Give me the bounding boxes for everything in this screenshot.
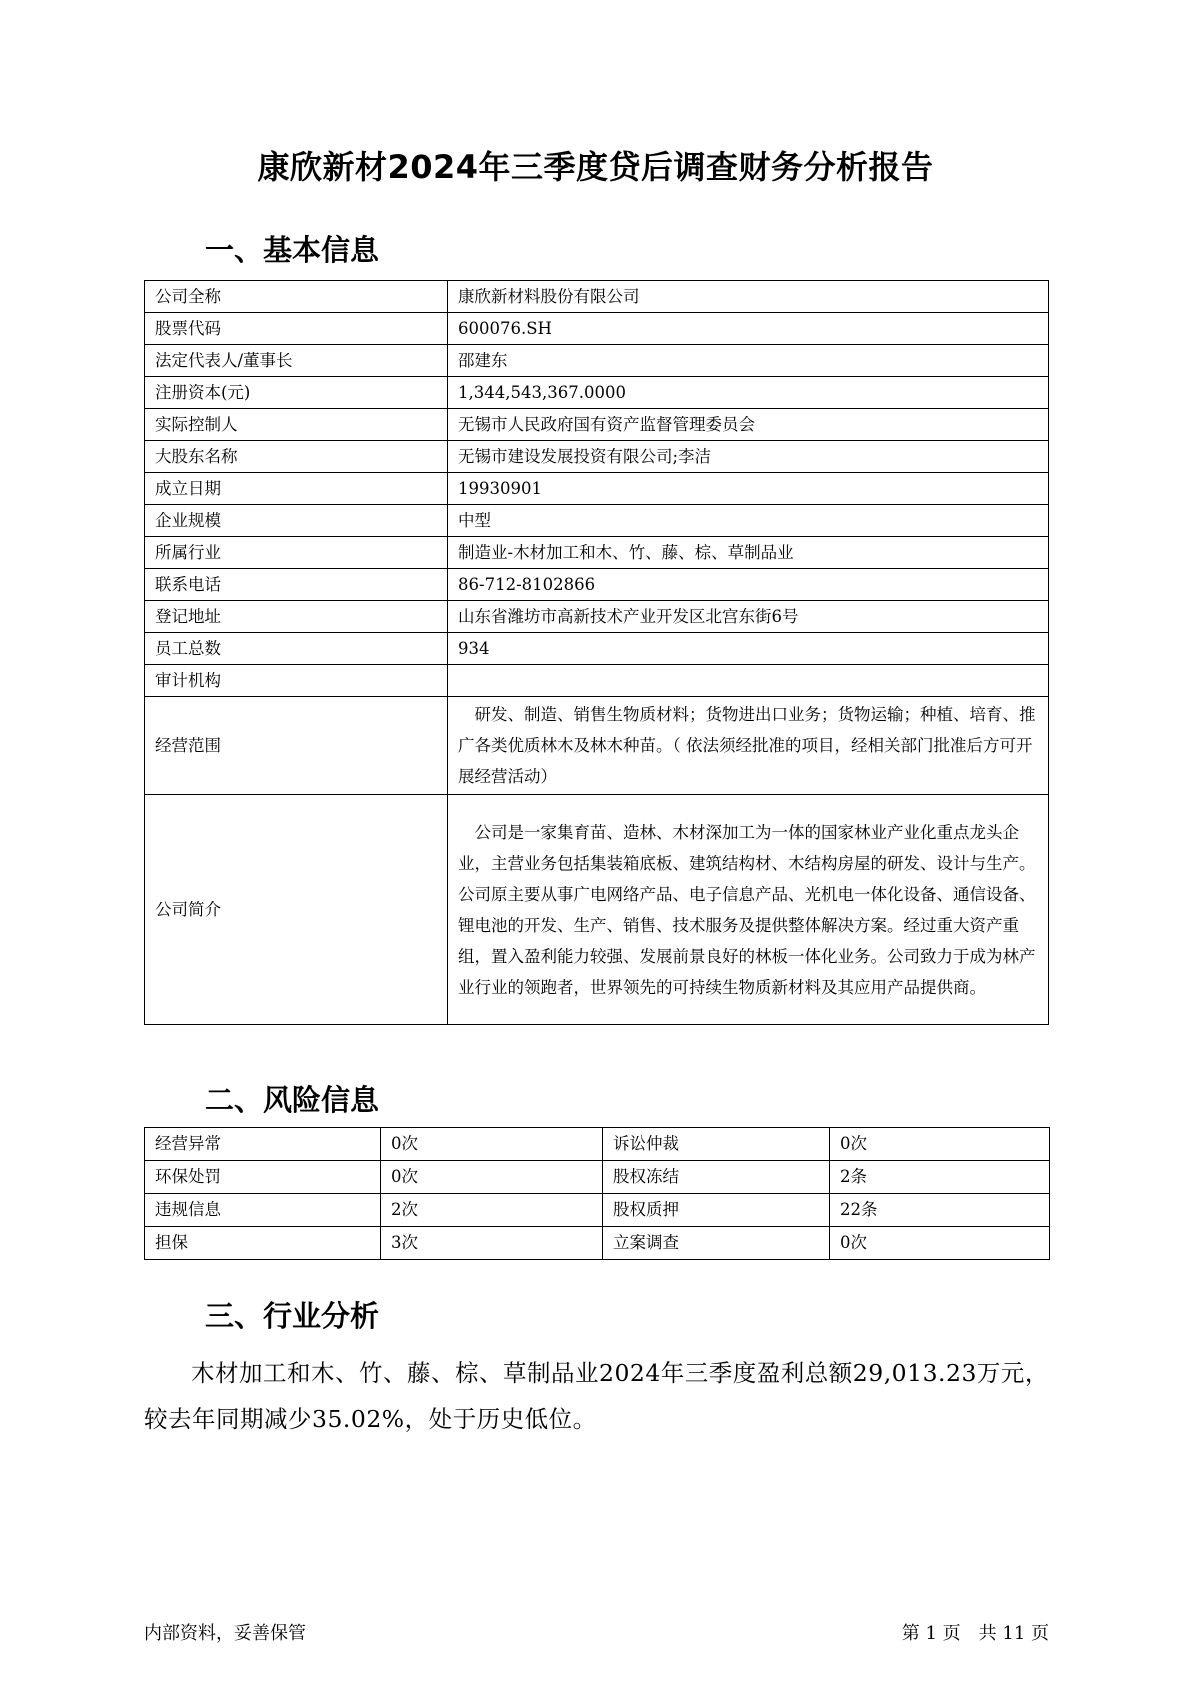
- risk-value: 0次: [381, 1128, 603, 1161]
- field-value: 山东省潍坊市高新技术产业开发区北宫东街6号: [448, 601, 1049, 633]
- field-label: 所属行业: [145, 537, 448, 569]
- field-value: 1,344,543,367.0000: [448, 377, 1049, 409]
- field-value: 无锡市建设发展投资有限公司;李洁: [448, 441, 1049, 473]
- table-row: [145, 505, 1049, 537]
- risk-value: 2次: [381, 1194, 603, 1227]
- field-value: 中型: [448, 505, 1049, 537]
- table-row: [145, 1128, 1050, 1161]
- table-row: [145, 537, 1049, 569]
- field-value: 19930901: [448, 473, 1049, 505]
- industry-analysis-paragraph: 木材加工和木、竹、藤、棕、草制品业2024年三季度盈利总额29,013.23万元，较去年同期减少35.02%，处于历史低位。: [144, 1359, 1049, 1433]
- risk-value: 2条: [830, 1161, 1050, 1194]
- table-row: [145, 409, 1049, 441]
- table-row: [145, 473, 1049, 505]
- table-row: [145, 665, 1049, 697]
- field-value: 康欣新材料股份有限公司: [448, 281, 1049, 313]
- business-scope-value: 研发、制造、销售生物质材料；货物进出口业务；货物运输；种植、培育、推广各类优质林木及林木种苗。（ 依法须经批准的项目，经相关部门批准后方可开展经营活动）: [448, 697, 1049, 795]
- table-row: [145, 1194, 1050, 1227]
- field-value: 86-712-8102866: [448, 569, 1049, 601]
- table-row: [145, 345, 1049, 377]
- risk-label: 经营异常: [145, 1128, 381, 1161]
- field-label: 股票代码: [145, 313, 448, 345]
- field-label: 经营范围: [145, 697, 448, 795]
- risk-label: 违规信息: [145, 1194, 381, 1227]
- section-heading-industry-analysis: 三、行业分析: [205, 1299, 380, 1333]
- risk-value: 0次: [830, 1128, 1050, 1161]
- field-label: 注册资本(元): [145, 377, 448, 409]
- field-label: 审计机构: [145, 665, 448, 697]
- section-heading-basic-info: 一、基本信息: [205, 233, 380, 267]
- field-label: 员工总数: [145, 633, 448, 665]
- field-label: 登记地址: [145, 601, 448, 633]
- table-row: [145, 1161, 1050, 1194]
- risk-value: 0次: [830, 1227, 1050, 1260]
- table-row: [145, 281, 1049, 313]
- risk-label: 环保处罚: [145, 1161, 381, 1194]
- field-value: 邵建东: [448, 345, 1049, 377]
- risk-value: 0次: [381, 1161, 603, 1194]
- field-label: 联系电话: [145, 569, 448, 601]
- field-label: 法定代表人/董事长: [145, 345, 448, 377]
- field-label: 公司简介: [145, 795, 448, 1025]
- company-profile-value: 公司是一家集育苗、造林、木材深加工为一体的国家林业产业化重点龙头企业，主营业务包括集装箱底板、建筑结构材、木结构房屋的研发、设计与生产。公司原主要从事广电网络产品、电子信息产品、光机电一体化设备、通信设备、锂电池的开发、生产、销售、技术服务及提供整体解决方案。经过重大资产重组，置入盈利能力较强、发展前景良好的林板一体化业务。公司致力于成为林产业行业的领跑者，世界领先的可持续生物质新材料及其应用产品提供商。: [448, 795, 1049, 1025]
- table-row: [145, 313, 1049, 345]
- field-value: [448, 665, 1049, 697]
- risk-value: 22条: [830, 1194, 1050, 1227]
- table-row: [145, 569, 1049, 601]
- field-label: 成立日期: [145, 473, 448, 505]
- field-label: 企业规模: [145, 505, 448, 537]
- risk-info-table: [144, 1127, 1050, 1260]
- field-value: 制造业-木材加工和木、竹、藤、棕、草制品业: [448, 537, 1049, 569]
- field-label: 实际控制人: [145, 409, 448, 441]
- field-value: 无锡市人民政府国有资产监督管理委员会: [448, 409, 1049, 441]
- table-row: [145, 697, 1049, 795]
- field-label: 大股东名称: [145, 441, 448, 473]
- table-row: [145, 377, 1049, 409]
- risk-value: 3次: [381, 1227, 603, 1260]
- field-label: 公司全称: [145, 281, 448, 313]
- footer-page-number: 第 1 页 共 11 页: [901, 1623, 1049, 1644]
- footer-confidential-note: 内部资料，妥善保管: [144, 1623, 306, 1644]
- risk-label: 股权质押: [603, 1194, 830, 1227]
- table-row: [145, 795, 1049, 1025]
- basic-info-table: [144, 280, 1049, 1025]
- risk-label: 立案调查: [603, 1227, 830, 1260]
- risk-label: 担保: [145, 1227, 381, 1260]
- report-title: 康欣新材2024年三季度贷后调查财务分析报告: [257, 148, 934, 186]
- field-value: 934: [448, 633, 1049, 665]
- risk-label: 诉讼仲裁: [603, 1128, 830, 1161]
- table-row: [145, 633, 1049, 665]
- risk-label: 股权冻结: [603, 1161, 830, 1194]
- table-row: [145, 601, 1049, 633]
- field-value: 600076.SH: [448, 313, 1049, 345]
- section-heading-risk-info: 二、风险信息: [205, 1083, 380, 1117]
- table-row: [145, 1227, 1050, 1260]
- table-row: [145, 441, 1049, 473]
